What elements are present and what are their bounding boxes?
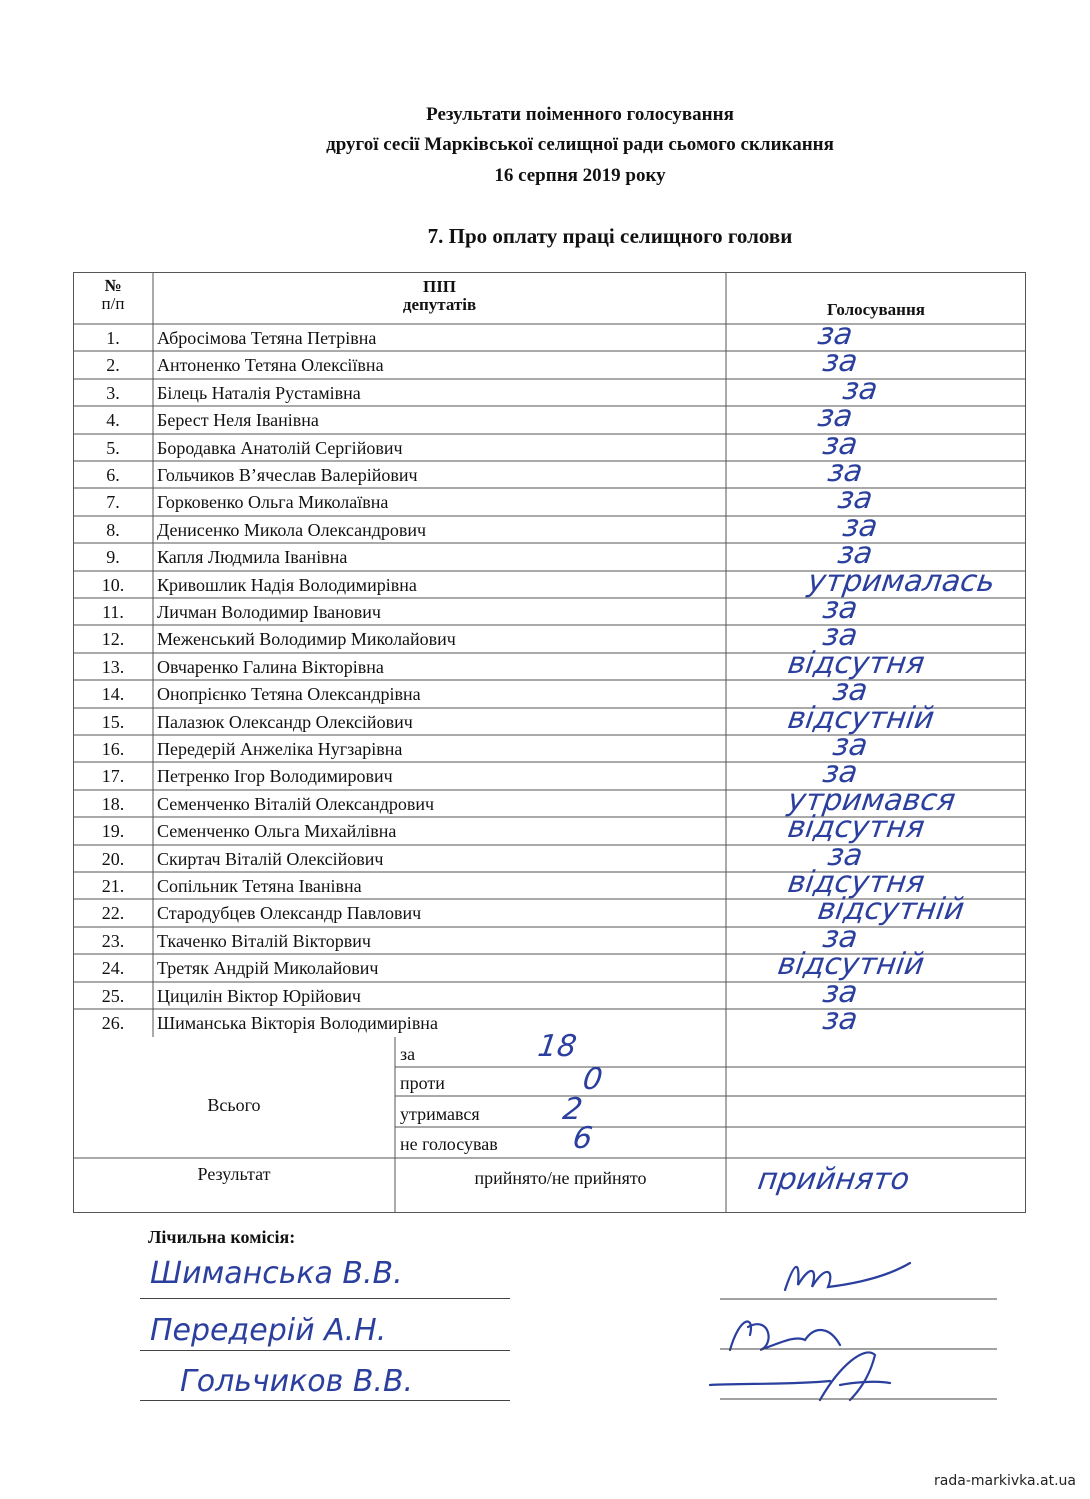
- vote-value: за: [835, 536, 875, 572]
- header-vote: Голосування: [827, 300, 925, 319]
- row-number: 18.: [101, 793, 125, 814]
- header-num-label: п/п: [101, 294, 125, 313]
- deputy-name: Кривошлик Надія Володимирівна: [157, 574, 417, 595]
- signature-line: [140, 1298, 510, 1299]
- vote-value: за: [840, 371, 880, 407]
- totals-against-value: 0: [580, 1062, 605, 1097]
- deputy-name: Бородавка Анатолій Сергійович: [157, 437, 403, 458]
- vote-value: за: [835, 481, 875, 517]
- row-number: 8.: [106, 519, 120, 540]
- vote-value: за: [820, 591, 860, 626]
- totals-for-value: 18: [535, 1029, 579, 1064]
- vote-value: відсутній: [785, 700, 937, 736]
- vote-value: за: [825, 454, 865, 489]
- row-number: 26.: [101, 1013, 125, 1033]
- row-number: 21.: [101, 876, 125, 896]
- row-number: 13.: [101, 656, 125, 677]
- header-name: [153, 278, 726, 314]
- deputy-name: Семенченко Ольга Михайлівна: [157, 821, 397, 842]
- result-value: прийнято: [755, 1162, 912, 1197]
- row-number: 22.: [101, 903, 125, 924]
- row-number: 9.: [106, 547, 120, 568]
- deputy-name: Сопільник Тетяна Іванівна: [157, 876, 362, 896]
- row-number: 19.: [101, 821, 125, 842]
- totals-label: Всього: [207, 1095, 261, 1115]
- row-number: 5.: [106, 437, 120, 458]
- vote-value: відсутній: [815, 892, 967, 928]
- deputy-name: Антоненко Тетяна Олексіївна: [157, 355, 384, 376]
- vote-value: за: [820, 755, 860, 791]
- vote-value: відсутня: [785, 810, 927, 846]
- deputy-name: Третяк Андрій Миколайович: [157, 958, 379, 979]
- deputy-name: Абросімова Тетяна Петрівна: [157, 328, 377, 348]
- deputy-name: Капля Людмила Іванівна: [157, 547, 348, 568]
- result-options: прийнято/не прийнято: [474, 1168, 647, 1188]
- vote-value: за: [820, 1002, 860, 1037]
- document-title: Результати поіменного голосування: [426, 104, 734, 125]
- row-number: 15.: [101, 711, 125, 732]
- vote-value: відсутній: [775, 947, 927, 983]
- header-num: [73, 277, 153, 313]
- deputy-name: Передерій Анжеліка Нугзарівна: [157, 739, 403, 759]
- row-number: 10.: [101, 574, 125, 595]
- row-number: 16.: [101, 739, 125, 759]
- vote-value: за: [815, 317, 855, 352]
- header-name-line2: депутатів: [402, 295, 477, 314]
- row-number: 3.: [106, 382, 120, 403]
- row-number: 4.: [106, 410, 120, 431]
- deputy-name: Палазюк Олександр Олексійович: [157, 711, 413, 732]
- vote-value: за: [815, 399, 855, 435]
- vote-value: відсутня: [785, 645, 927, 681]
- commission-member-2: Передерій А.Н.: [150, 1313, 387, 1348]
- deputy-name: Семенченко Віталій Олександрович: [157, 793, 435, 814]
- totals-abstained-label: утримався: [400, 1104, 480, 1124]
- row-number: 14.: [101, 684, 125, 705]
- signature-line: [140, 1400, 510, 1401]
- row-number: 12.: [101, 629, 125, 650]
- totals-against-label: проти: [400, 1073, 445, 1093]
- row-number: 24.: [101, 958, 125, 979]
- deputy-name: Білець Наталія Рустамівна: [157, 382, 361, 403]
- vote-value: за: [830, 728, 870, 763]
- deputy-name: Личман Володимир Іванович: [157, 602, 381, 622]
- result-label: Результат: [197, 1164, 271, 1184]
- watermark: rada-markivka.at.ua: [934, 1473, 1076, 1489]
- row-number: 11.: [102, 602, 124, 622]
- signature-line: [140, 1350, 510, 1351]
- row-number: 17.: [101, 766, 125, 787]
- deputy-name: Овчаренко Галина Вікторівна: [157, 656, 384, 677]
- header-name-line1: ПІП: [422, 277, 457, 296]
- totals-for-label: за: [400, 1044, 416, 1064]
- voting-table: [73, 272, 1026, 1213]
- deputy-name: Берест Неля Іванівна: [157, 410, 319, 431]
- document-subtitle: другої сесії Марківської селищної ради сьомого скликання: [326, 134, 834, 155]
- row-number: 23.: [101, 930, 125, 951]
- vote-value: за: [820, 344, 860, 380]
- header-num-symbol: №: [104, 276, 122, 295]
- agenda-item-title: 7. Про оплату праці селищного голови: [427, 224, 793, 248]
- totals-abstained-value: 2: [560, 1092, 585, 1127]
- signature-3: [710, 1352, 890, 1400]
- row-number: 20.: [101, 848, 125, 869]
- deputy-name: Денисенко Микола Олександрович: [157, 519, 427, 540]
- vote-value: за: [820, 426, 860, 462]
- vote-value: утримався: [785, 782, 958, 818]
- deputy-name: Петренко Ігор Володимирович: [157, 766, 393, 787]
- signature-2: [730, 1321, 840, 1350]
- row-number: 2.: [106, 355, 120, 376]
- vote-value: за: [840, 508, 880, 544]
- row-number: 1.: [106, 328, 120, 348]
- deputy-name: Стародубцев Олександр Павлович: [157, 903, 422, 924]
- totals-not-voted-label: не голосував: [400, 1134, 498, 1154]
- deputy-name: Горковенко Ольга Миколаївна: [157, 492, 389, 513]
- commission-member-1: Шиманська В.В.: [150, 1256, 403, 1291]
- vote-value: за: [825, 837, 865, 873]
- vote-value: за: [820, 974, 860, 1010]
- deputy-name: Гольчиков В’ячеслав Валерійович: [157, 465, 418, 485]
- row-number: 25.: [101, 985, 125, 1006]
- commission-label: Лічильна комісія:: [148, 1227, 296, 1247]
- deputy-name: Шиманська Вікторія Володимирівна: [157, 1013, 438, 1033]
- deputy-name: Ткаченко Віталій Вікторвич: [157, 930, 371, 951]
- signature-marks: [700, 1255, 1000, 1415]
- signature-1: [785, 1263, 910, 1290]
- document-date: 16 серпня 2019 року: [494, 165, 666, 186]
- vote-value: за: [820, 618, 860, 654]
- vote-value: за: [830, 673, 870, 709]
- totals-not-voted-value: 6: [570, 1121, 595, 1156]
- deputy-name: Цицилін Віктор Юрійович: [157, 985, 361, 1006]
- vote-value: утрималась: [805, 563, 998, 599]
- deputy-name: Меженський Володимир Миколайович: [157, 629, 456, 650]
- row-number: 6.: [106, 465, 120, 485]
- deputy-name: Онопрієнко Тетяна Олександрівна: [157, 684, 421, 705]
- commission-member-3: Гольчиков В.В.: [180, 1364, 414, 1399]
- row-number: 7.: [106, 492, 120, 513]
- deputy-name: Скиртач Віталій Олексійович: [157, 848, 384, 869]
- vote-value: відсутня: [785, 865, 927, 900]
- vote-value: за: [820, 919, 860, 955]
